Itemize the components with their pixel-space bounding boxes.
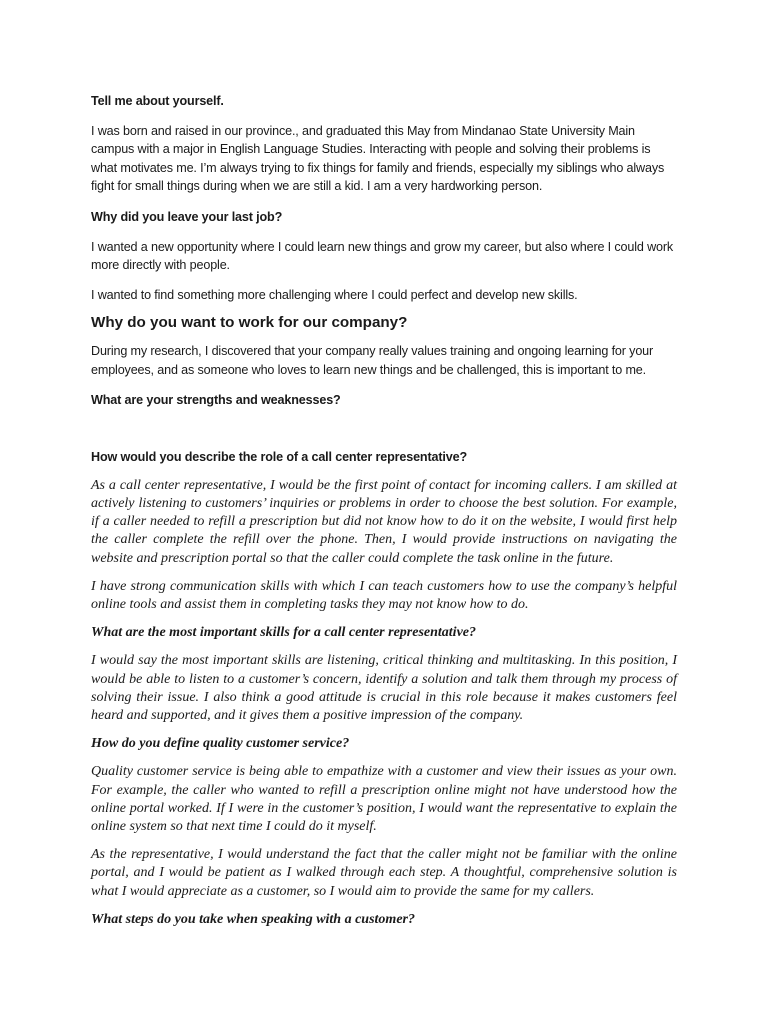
document-page bbox=[91, 92, 677, 929]
question-important-skills: What are the most important skills for a call center representative? bbox=[91, 625, 476, 641]
answer-quality-customer-service-1: Quality customer service is being able to empathize with a customer and view their issues as your own. For example, the caller who wanted to refill a prescription online might not have understood how the online portal worked. If I were in the customer’s position, I would want the representative to explain the online system so that next time I could do it myself. bbox=[91, 764, 677, 834]
question-leave-last-job: Why did you leave your last job? bbox=[91, 209, 283, 224]
answer-role-call-center-rep-1: As a call center representative, I would be the first point of contact for incoming callers. I am skilled at actively listening to customers’ inquiries or problems in order to choose the best solution. For example, if a caller needed to refill a prescription but did not know how to do it on the website, I would first help the caller complete the refill over the phone. Then, I would provide instructions on navigating the website and prescription portal so that the caller could complete the task online in the future. bbox=[91, 477, 677, 566]
question-steps-speaking-customer: What steps do you take when speaking with a customer? bbox=[91, 911, 415, 927]
answer-role-call-center-rep-2: I have strong communication skills with which I can teach customers how to use the company’s helpful online tools and assist them in completing tasks they may not know how to do. bbox=[91, 578, 677, 612]
answer-quality-customer-service-2: As the representative, I would understand the fact that the caller might not be familiar with the online portal, and I would be patient as I walked through each step. A thoughtful, comprehensive solution is what I would appreciate as a customer, so I would aim to provide the same for my callers. bbox=[91, 847, 677, 899]
answer-leave-last-job-1: I wanted a new opportunity where I could learn new things and grow my career, but also where I could work more directly with people. bbox=[91, 239, 674, 273]
answer-important-skills: I would say the most important skills are listening, critical thinking and multitasking. In this position, I would be able to listen to a customer’s concern, identify a solution and talk them through my process of solving their issue. I also think a good attitude is crucial in this role because it makes customers feel heard and supported, and it gives them a positive impression of the company. bbox=[91, 653, 677, 723]
question-strengths-weaknesses: What are your strengths and weaknesses? bbox=[91, 392, 341, 407]
answer-leave-last-job-2: I wanted to find something more challenging where I could perfect and develop new skills. bbox=[91, 287, 578, 302]
answer-about-yourself: I was born and raised in our province., and graduated this May from Mindanao State University Main campus with a major in English Language Studies. Interacting with people and solving their problems is what motivates me. I’m always trying to fix things for family and friends, especially my siblings who always fight for small things during when we are still a kid. I am a very hardworking person. bbox=[91, 123, 665, 194]
question-quality-customer-service: How do you define quality customer service? bbox=[91, 736, 350, 752]
question-tell-me-about-yourself: Tell me about yourself. bbox=[91, 94, 224, 108]
answer-why-our-company: During my research, I discovered that your company really values training and ongoing learning for your employees, and as someone who loves to learn new things and be challenged, this is important to me. bbox=[91, 344, 654, 377]
question-why-our-company: Why do you want to work for our company? bbox=[91, 314, 408, 332]
question-role-call-center-rep: How would you describe the role of a call center representative? bbox=[91, 450, 468, 465]
